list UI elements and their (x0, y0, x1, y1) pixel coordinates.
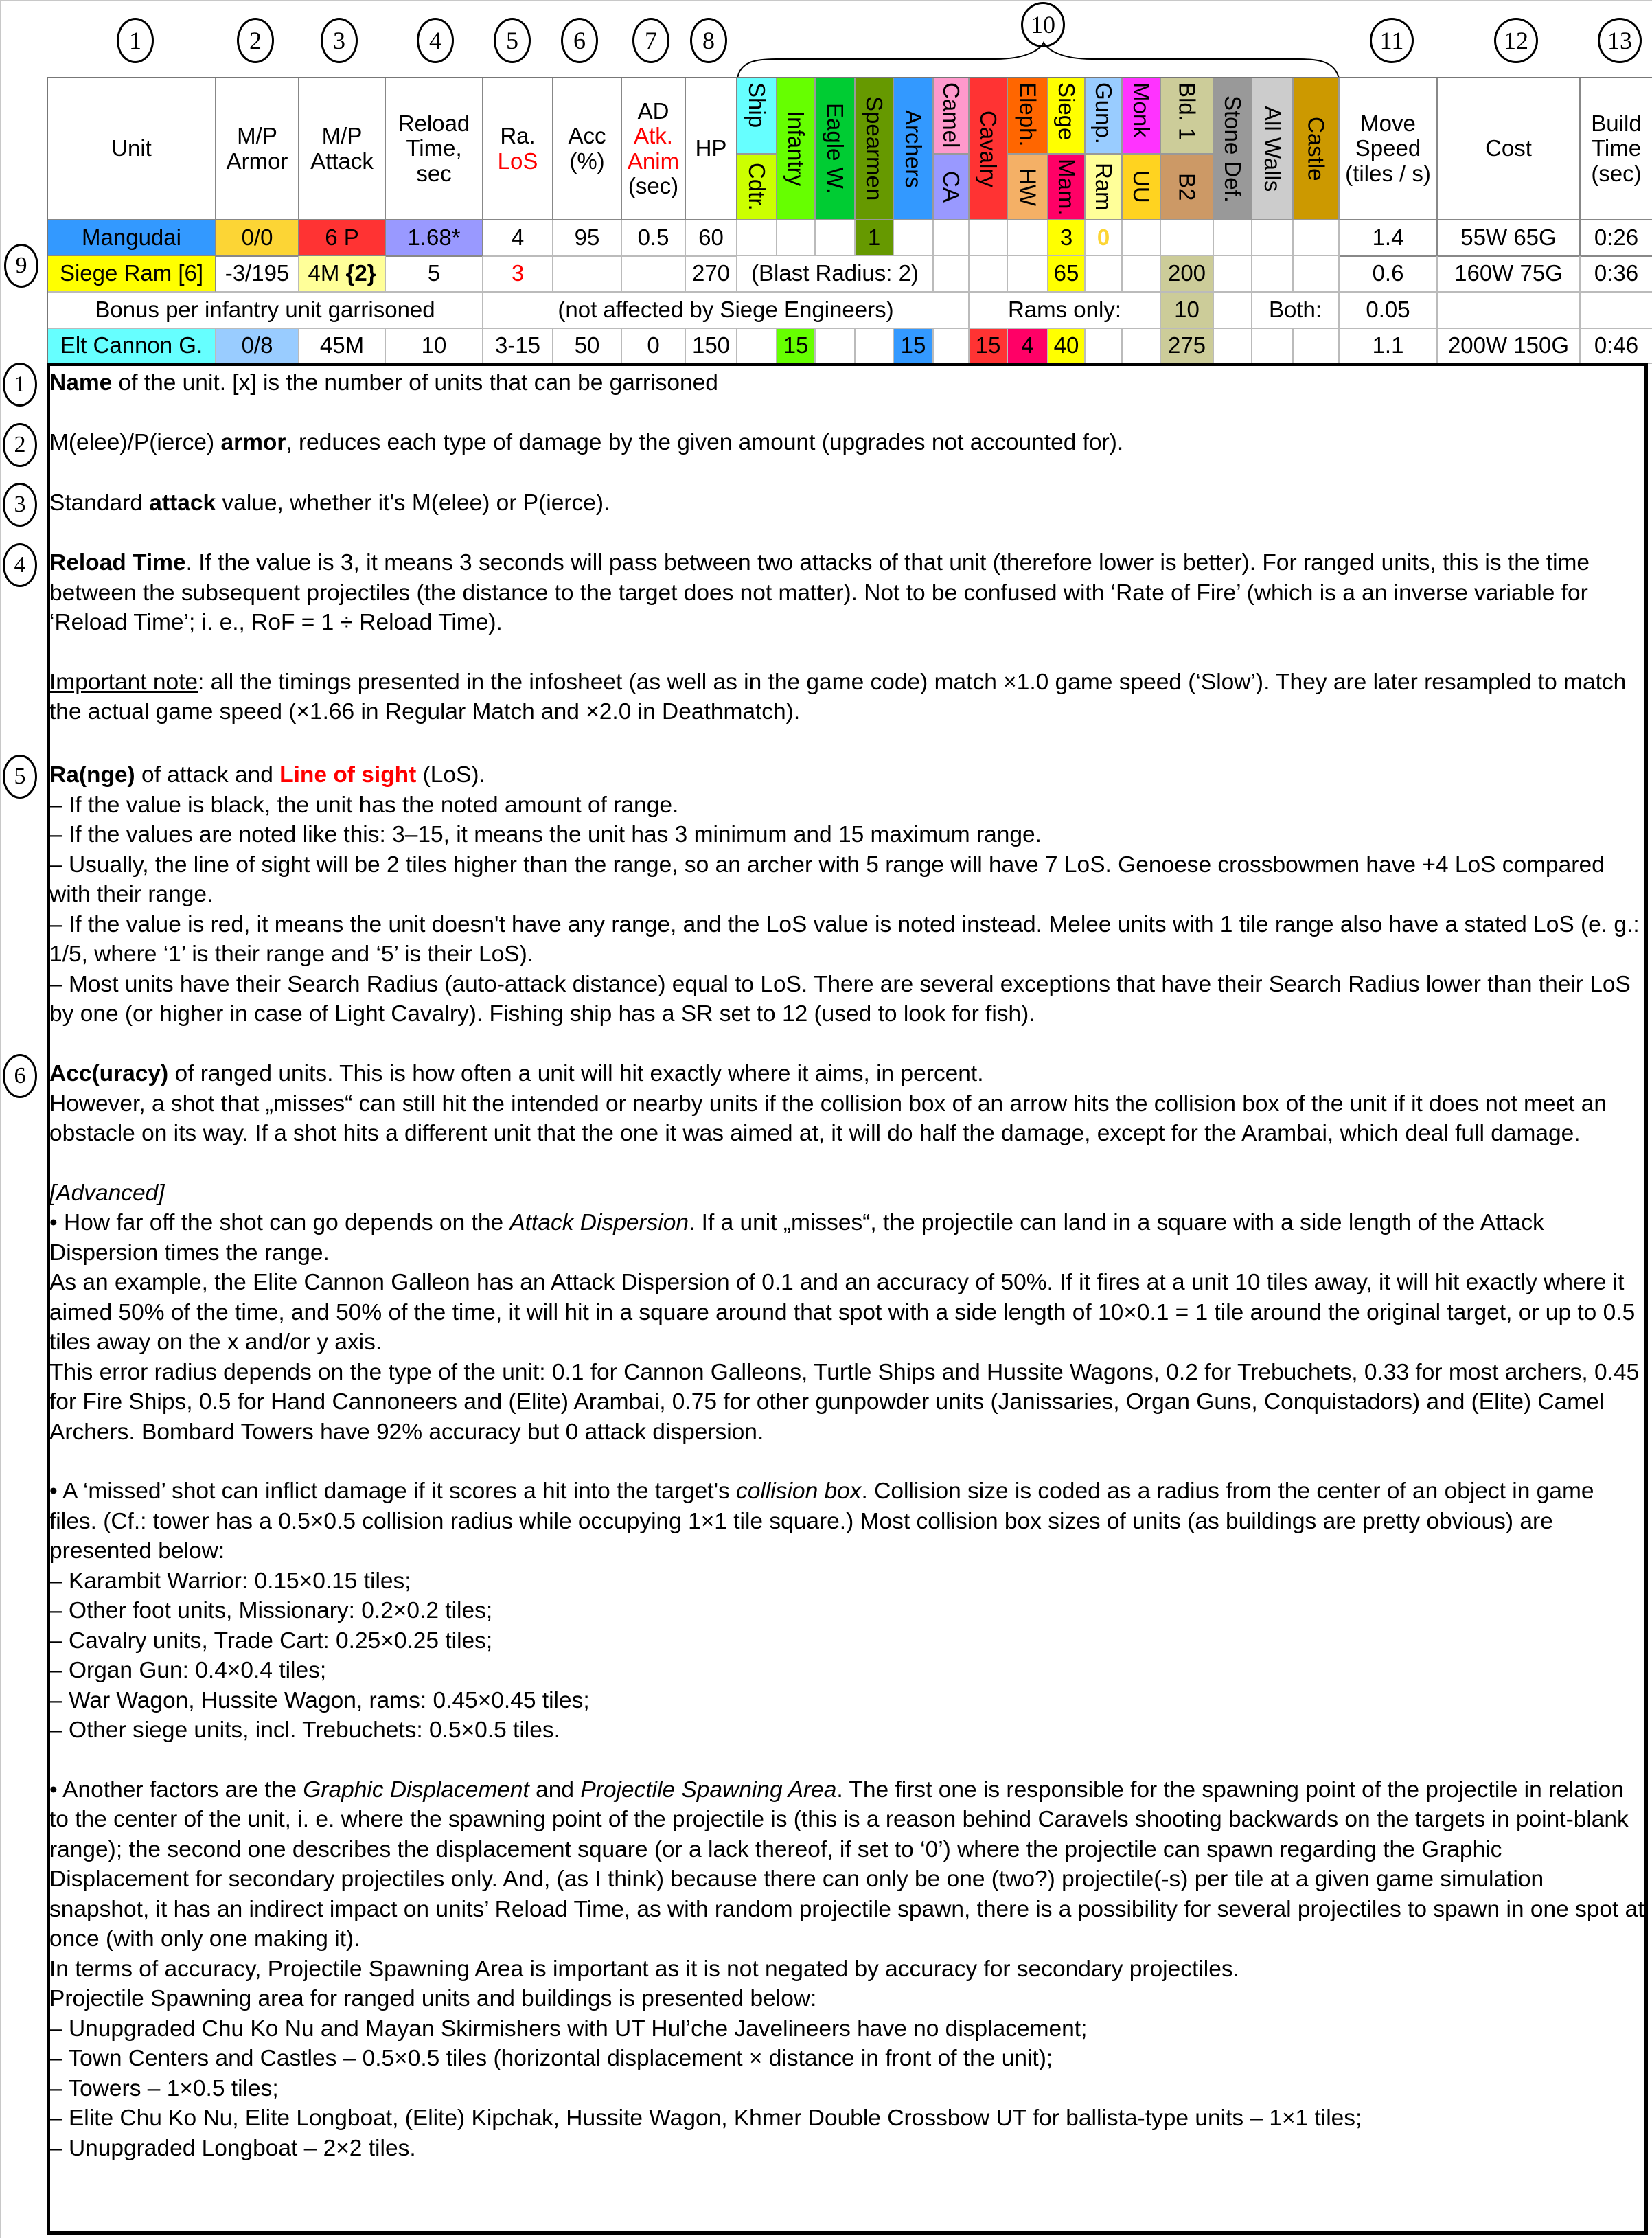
note-number-4: 4 (3, 543, 37, 587)
header-label: Eagle W. (823, 103, 849, 194)
note-number-2: 2 (3, 423, 37, 467)
column-number-1: 1 (117, 18, 154, 63)
range-line: – If the value is black, the unit has the noted amount of range. (49, 792, 679, 818)
bonus-columns-brace (735, 41, 1346, 80)
cannon-range: 3-15 (483, 329, 553, 364)
spawn-item: – Town Centers and Castles – 0.5×0.5 tiles (horizontal displacement × distance in front of the unit); (49, 2046, 1053, 2071)
spawn-item: – Towers – 1×0.5 tiles; (49, 2075, 279, 2101)
mangudai-armor: 0/0 (216, 220, 299, 257)
siege-ram-attack: 4M {2} (299, 256, 386, 293)
column-number-12: 12 (1494, 18, 1538, 63)
header-bonus-spearmen (856, 78, 894, 220)
collision-item: – War Wagon, Hussite Wagon, rams: 0.45×0.45 tiles; (49, 1687, 590, 1713)
cannon-armor: 0/8 (216, 329, 299, 364)
cannon-bonus-infantry: 15 (777, 329, 816, 364)
header-build-time: Build Time (sec) (1581, 78, 1652, 220)
header-label: Spearmen (862, 96, 888, 201)
bonus-bonus-stone (1214, 293, 1252, 329)
cannon-bonus-eleph: 4 (1008, 329, 1048, 364)
mangudai-attack-delay: 0.5 (622, 220, 686, 257)
header-bonus-eagle-w (816, 78, 856, 220)
bonus-cost (1438, 293, 1581, 329)
header-hp: HP (686, 78, 737, 220)
mangudai-unit: Mangudai (48, 220, 216, 257)
range-line: – If the value is red, it means the unit doesn't have any range, and the LoS value is noted instead. Melee units with 1 tile range also have a stated LoS (e. g.: 1/5, where ‘1’ is their range and ‘5’ is their LoS). (49, 911, 1640, 967)
mangudai-bonus-monk (1123, 220, 1161, 256)
cannon-bonus-bld1: 275 (1161, 329, 1214, 364)
header-reload: Reload Time, sec (386, 78, 483, 220)
siege-ram-bonus-gunp (1086, 256, 1123, 293)
siege-ram-armor: -3/195 (216, 256, 299, 293)
mangudai-bonus-ship (737, 220, 777, 256)
cannon-bonus-spearmen (856, 329, 894, 364)
mangudai-move-speed: 1.4 (1340, 220, 1438, 257)
siege-ram-reload: 5 (386, 256, 483, 293)
header-bonus-infantry (777, 78, 816, 220)
siege-ram-cost: 160W 75G (1438, 256, 1581, 293)
header-label: Archers (901, 109, 927, 188)
cannon-reload: 10 (386, 329, 483, 364)
mangudai-bonus-siege: 3 (1048, 220, 1086, 256)
header-bonus-stone-def (1214, 78, 1252, 220)
header-label: HW (1015, 168, 1041, 206)
header-attack: M/P Attack (299, 78, 386, 220)
siege-ram-bonus-stone (1214, 256, 1252, 293)
mangudai-bonus-eagle (816, 220, 856, 256)
cannon-bonus-cavalry: 15 (970, 329, 1008, 364)
siege-ram-bonus-cavalry (970, 256, 1008, 293)
bonus-move-speed: 0.05 (1340, 293, 1438, 329)
header-label: Eleph. (1015, 82, 1041, 147)
header-bonus-monk (1123, 78, 1161, 155)
header-label: Siege (1054, 82, 1080, 141)
siege-ram-los: 3 (483, 256, 553, 293)
note-reload-time: Reload Time. If the value is 3, it means 3 seconds will pass between two attacks of that unit (therefore lower is better). For ranged units, this is the time between the subsequent projectiles (the distance to the target does not matter). Not to be confused with ‘Rate of Fire’ (which is a an inverse variable for ‘Reload Time’; i. e., RoF = 1 ÷ Reload Time). Important note: all the timings presented in the infosheet (as well as in the game code) match ×1.0 game speed (‘Slow’). They are later resampled to match the actual game speed (×1.66 in Regular Match and ×2.0 in Deathmatch). (49, 550, 1627, 724)
bonus-rams-only: Rams only: (970, 293, 1161, 329)
mangudai-build-time: 0:26 (1581, 220, 1652, 257)
siege-ram-bonus-siege: 65 (1048, 256, 1086, 293)
header-bonus-ram (1086, 155, 1123, 220)
header-bonus-uu (1123, 155, 1161, 220)
header-range: Ra. LoS (483, 78, 553, 220)
siege-ram-bonus-bld1: 200 (1161, 256, 1214, 293)
note-number-3: 3 (3, 483, 37, 527)
mangudai-cost: 55W 65G (1438, 220, 1581, 257)
cannon-bonus-ship (737, 329, 777, 364)
cannon-bonus-stone (1214, 329, 1252, 364)
collision-item: – Other siege units, incl. Trebuchets: 0.5×0.5 tiles. (49, 1717, 560, 1743)
header-label: Mam. (1054, 158, 1080, 216)
header-bonus-hw (1008, 155, 1048, 220)
header-label: CA (939, 171, 965, 203)
siege-ram-accuracy (553, 256, 622, 293)
column-number-11: 11 (1370, 18, 1414, 63)
mangudai-bonus-infantry (777, 220, 816, 256)
siege-ram-bonus-camel (934, 256, 970, 293)
header-bonus-camel (934, 78, 970, 155)
column-number-10: 10 (1021, 2, 1065, 47)
header-bonus-ca (934, 155, 970, 220)
header-bonus-all-walls (1252, 78, 1294, 220)
mangudai-bonus-archers (894, 220, 934, 256)
header-label: Camel (939, 82, 965, 148)
header-bonus-cdtr (737, 155, 777, 220)
header-label: Ram (1091, 163, 1117, 211)
cannon-bonus-eagle (816, 329, 856, 364)
header-label: Infantry (783, 111, 810, 187)
siege-ram-blast-radius: (Blast Radius: 2) (737, 256, 934, 293)
header-label: Cdtr. (744, 163, 770, 211)
row-number-9: 9 (4, 244, 38, 288)
mangudai-bonus-camel (934, 220, 970, 256)
header-bonus-ship (737, 78, 777, 155)
column-number-13: 13 (1598, 18, 1642, 63)
mangudai-bonus-castle (1294, 220, 1340, 256)
cannon-unit: Elt Cannon G. (48, 329, 216, 364)
mangudai-bonus-eleph (1008, 220, 1048, 256)
header-bonus-siege (1048, 78, 1086, 155)
spawn-item: – Unupgraded Longboat – 2×2 tiles. (49, 2135, 416, 2161)
note-armor: M(elee)/P(ierce) armor, reduces each type of damage by the given amount (upgrades not accounted for). (49, 430, 1124, 455)
mangudai-hp: 60 (686, 220, 737, 257)
header-bonus-cavalry (970, 78, 1008, 220)
column-number-2: 2 (237, 18, 274, 63)
header-armor: M/P Armor (216, 78, 299, 220)
column-number-7: 7 (632, 18, 669, 63)
header-cost: Cost (1438, 78, 1581, 220)
note-number-6: 6 (3, 1054, 37, 1098)
header-label: Cavalry (976, 110, 1002, 187)
siege-ram-unit: Siege Ram [6] (48, 256, 216, 293)
header-label: Stone Def. (1220, 95, 1246, 203)
header-bonus-castle (1294, 78, 1340, 220)
cannon-bonus-walls (1252, 329, 1294, 364)
cannon-bonus-siege: 40 (1048, 329, 1086, 364)
bonus-note: (not affected by Siege Engineers) (483, 293, 970, 329)
header-label: Castle (1303, 116, 1329, 181)
header-label: All Walls (1260, 105, 1286, 192)
header-move-speed: Move Speed (tiles / s) (1340, 78, 1438, 220)
mangudai-bonus-bld1 (1161, 220, 1214, 256)
cannon-bonus-gunp (1086, 329, 1123, 364)
siege-ram-attack-delay (622, 256, 686, 293)
header-bonus-archers (894, 78, 934, 220)
siege-ram-bonus-monk (1123, 256, 1161, 293)
collision-item: – Cavalry units, Trade Cart: 0.25×0.25 tiles; (49, 1628, 493, 1654)
siege-ram-hp: 270 (686, 256, 737, 293)
header-bonus-gunp (1086, 78, 1123, 155)
note-name: Name of the unit. [x] is the number of units that can be garrisoned (49, 370, 718, 396)
bonus-both: Both: (1252, 293, 1340, 329)
mangudai-bonus-cavalry (970, 220, 1008, 256)
siege-ram-bonus-castle (1294, 256, 1340, 293)
note-number-1: 1 (3, 363, 37, 407)
column-number-5: 5 (494, 18, 531, 63)
mangudai-bonus-spearmen: 1 (856, 220, 894, 256)
header-attack-delay: AD Atk. Anim (sec) (622, 78, 686, 220)
collision-item: – Other foot units, Missionary: 0.2×0.2 tiles; (49, 1598, 493, 1623)
cannon-attack-delay: 0 (622, 329, 686, 364)
column-number-3: 3 (321, 18, 358, 63)
header-bonus-eleph (1008, 78, 1048, 155)
range-line: – If the values are noted like this: 3–15, it means the unit has 3 minimum and 15 maximum range. (49, 822, 1042, 847)
mangudai-bonus-gunp: 0 (1086, 220, 1123, 256)
range-line: – Usually, the line of sight will be 2 tiles higher than the range, so an archer with 5 range will have 7 LoS. Genoese crossbowmen have +4 LoS compared with their range. (49, 852, 1605, 907)
note-range-los: Ra(nge) of attack and Line of sight (LoS). – If the value is black, the unit has the noted amount of range. – If the values are noted like this: 3–15, it means the unit has 3 minimum and 15 maximum range. – Usually, the line of sight will be 2 tiles higher than the range, so an archer with 5 range will have 7 LoS. Genoese crossbowmen have +4 LoS compared with their range. – If the value is red, it means the unit doesn't have any range, and the LoS value is noted instead. Melee units with 1 tile range also have a stated LoS (e. g.: 1/5, where ‘1’ is their range and ‘5’ is their LoS). – Most units have their Search Radius (auto-attack distance) equal to LoS. There are several exceptions that have their Search Radius lower than their LoS by one (or higher in case of Light Cavalry). Fishing ship has a SR set to 12 (used to look for fish). (49, 760, 1647, 1029)
cannon-cost: 200W 150G (1438, 329, 1581, 364)
cannon-build-time: 0:46 (1581, 329, 1652, 364)
siege-ram-build-time: 0:36 (1581, 256, 1652, 293)
column-number-8: 8 (690, 18, 727, 63)
header-bonus-mam (1048, 155, 1086, 220)
mangudai-range: 4 (483, 220, 553, 257)
collision-item: – Organ Gun: 0.4×0.4 tiles; (49, 1658, 327, 1683)
mangudai-attack: 6 P (299, 220, 386, 257)
advanced-label: [Advanced] (49, 1180, 165, 1206)
note-number-5: 5 (3, 755, 37, 799)
header-bonus-b2 (1161, 155, 1214, 220)
siege-ram-bonus-walls (1252, 256, 1294, 293)
siege-ram-bonus-eleph (1008, 256, 1048, 293)
header-label: Bld. 1 (1174, 82, 1200, 141)
bonus-label: Bonus per infantry unit garrisoned (48, 293, 483, 329)
cannon-bonus-castle (1294, 329, 1340, 364)
header-unit: Unit (48, 78, 216, 220)
cannon-attack: 45M (299, 329, 386, 364)
bonus-bonus-bld1: 10 (1161, 293, 1214, 329)
cannon-bonus-camel (934, 329, 970, 364)
mangudai-bonus-stone (1214, 220, 1252, 256)
header-label: UU (1129, 170, 1155, 203)
mangudai-bonus-walls (1252, 220, 1294, 256)
cannon-bonus-archers: 15 (894, 329, 934, 364)
header-label: B2 (1174, 172, 1200, 201)
header-label: Monk (1129, 82, 1155, 138)
important-note-label: Important note (49, 669, 198, 695)
note-attack: Standard attack value, whether it's M(elee) or P(ierce). (49, 490, 610, 516)
mangudai-accuracy: 95 (553, 220, 622, 257)
cannon-hp: 150 (686, 329, 737, 364)
header-label: Gunp. (1091, 82, 1117, 144)
bonus-build-time (1581, 293, 1652, 329)
collision-item: – Karambit Warrior: 0.15×0.15 tiles; (49, 1568, 411, 1594)
header-label: Ship (744, 82, 770, 128)
mangudai-reload: 1.68* (386, 220, 483, 257)
column-number-6: 6 (561, 18, 598, 63)
header-accuracy: Acc (%) (553, 78, 622, 220)
range-line: – Most units have their Search Radius (auto-attack distance) equal to LoS. There are several exceptions that have their Search Radius lower than their LoS by one (or higher in case of Light Cavalry). Fishing ship has a SR set to 12 (used to look for fish). (49, 971, 1631, 1027)
spawn-item: – Unupgraded Chu Ko Nu and Mayan Skirmishers with UT Hul’che Javelineers have no displacement; (49, 2016, 1088, 2042)
column-number-4: 4 (417, 18, 454, 63)
cannon-accuracy: 50 (553, 329, 622, 364)
cannon-bonus-monk (1123, 329, 1161, 364)
spawn-item: – Elite Chu Ko Nu, Elite Longboat, (Elite) Kipchak, Hussite Wagon, Khmer Double Crossbow UT for ballista-type units – 1×1 tiles; (49, 2105, 1362, 2131)
header-bonus-bld-1 (1161, 78, 1214, 155)
cannon-move-speed: 1.1 (1340, 329, 1438, 364)
note-accuracy: Acc(uracy) of ranged units. This is how often a unit will hit exactly where it aims, in percent. However, a shot that „misses“ can still hit the intended or nearby units if the collision box of an arrow hits the collision box of the unit if it does not meet an obstacle on its way. If a shot hits a different unit that the one it was aimed at, it will do half the damage, except for the Arambai, which deal full damage. [Advanced] • How far off the shot can go depends on the Attack Dispersion. If a unit „misses“, the projectile can land in a square with a side length of the Attack Dispersion times the range. As an example, the Elite Cannon Galleon has an Attack Dispersion of 0.1 and an accuracy of 50%. If it fires at a unit 10 tiles away, it will hit exactly where it aimed 50% of the time, and 50% of the time, it will hit in a square around that spot with a side length of 10×0.1 = 1 tile around the original target, or up to 0.5 tiles away on the x and/or y axis. This error radius depends on the type of the unit: 0.1 for Cannon Galleons, Turtle Ships and Hussite Wagons, 0.2 for Trebuchets, 0.33 for most archers, 0.45 for Fire Ships, 0.5 for Hand Cannoneers and (Elite) Arambai, 0.75 for other gunpowder units (Janissaries, Organ Guns, Conquistadors) and (Elite) Camel Archers. Bombard Towers have 92% accuracy but 0 attack dispersion. • A ‘missed’ shot can inflict damage if it scores a hit into the target's collision box. Collision size is coded as a radius from the center of an object in game files. (Cf.: tower has a 0.5×0.5 collision radius while occupying 1×1 tile square.) Most collision box sizes of units (as buildings are pretty obvious) are presented below: – Karambit Warrior: 0.15×0.15 tiles; – Other foot units, Missionary: 0.2×0.2 tiles; – Cavalry units, Trade Cart: 0.25×0.25 tiles; – Organ Gun: 0.4×0.4 tiles; – War Wagon, Hussite Wagon, rams: 0.45×0.45 tiles; – Other siege units, incl. Trebuchets: 0.5×0.5 tiles. • Another factors are the Graphic Displacement and Projectile Spawning Area. The first one is responsible for the spawning point of the projectile in relation to the center of the unit, i. e. where the spawning point of the projectile is (this is a reason behind Caravels shooting backwards on the targets in point-blank range); the second one describes the displacement square (or a lack thereof, if set to ‘0’) where the projectile can spawn regarding the Graphic Displacement for secondary projectiles only. And, (as I think) because there can only be one (two?) projectile(-s) per tile at a given game simulation snapshot, it has an indirect impact on units’ Reload Time, as with random projectile spawn, there is a possibility for several projectiles to spawn in one spot at once (with only one making it). In terms of accuracy, Projectile Spawning Area is important as it is not negated by accuracy for secondary projectiles. Projectile Spawning area for ranged units and buildings is presented below: – Unupgraded Chu Ko Nu and Mayan Skirmishers with UT Hul’che Javelineers have no displacement; – Town Centers and Castles – 0.5×0.5 tiles (horizontal displacement × distance in front of the unit); – Towers – 1×0.5 tiles; – Elite Chu Ko Nu, Elite Longboat, (Elite) Kipchak, Hussite Wagon, Khmer Double Crossbow UT for ballista-type units – 1×1 tiles; – Unupgraded Longboat – 2×2 tiles. (49, 1059, 1647, 2163)
siege-ram-move-speed: 0.6 (1340, 256, 1438, 293)
